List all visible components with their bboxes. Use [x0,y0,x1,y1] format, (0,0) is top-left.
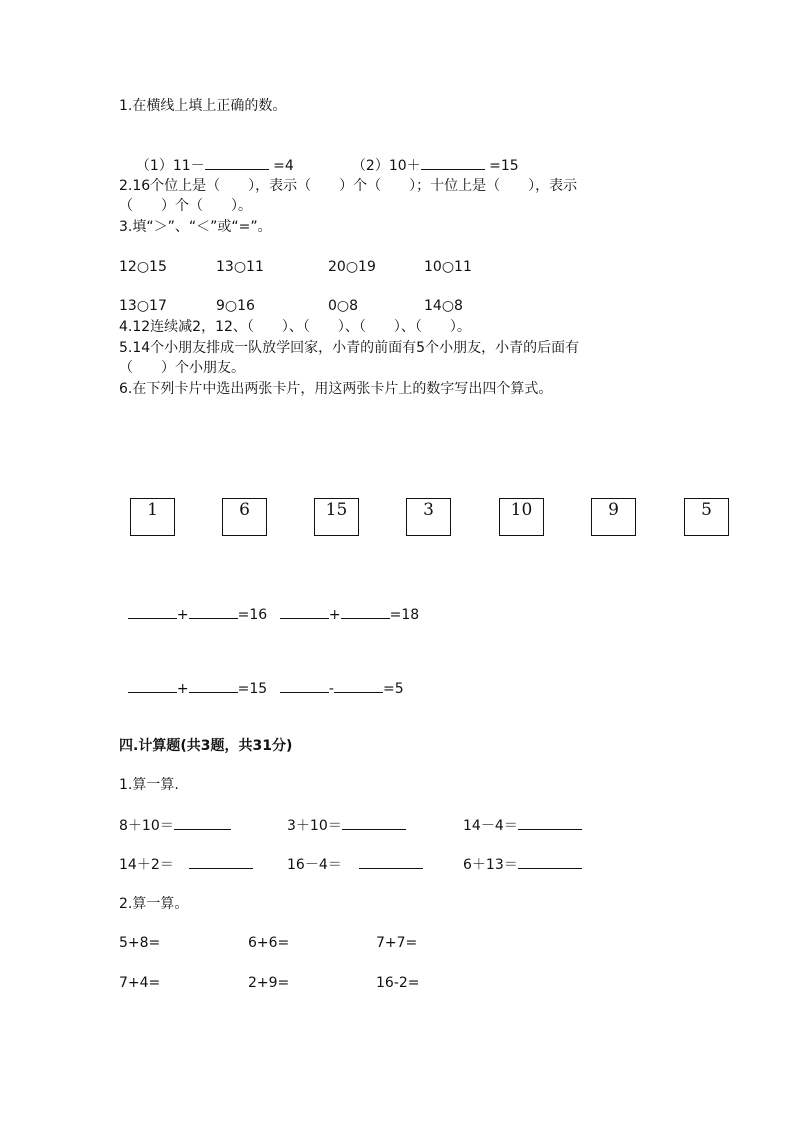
c2-title: 2.算一算。 [119,896,189,912]
q2-line2: （ ）个（ ）。 [119,198,252,214]
c1-expression: 14＋2＝ [119,857,174,873]
q6-equation-1 [119,587,267,624]
c1-item [287,855,423,874]
q6-equation-4 [271,661,404,698]
c2-item: 6+6= [248,935,290,951]
equation-operator: + [176,681,189,697]
c1-title: 1.算一算. [119,777,179,793]
answer-blank[interactable] [174,816,231,830]
q1-b-suffix: =15 [484,158,519,174]
q3-row1-item: 12○15 [119,259,167,275]
equation-blank[interactable] [128,679,177,693]
q1-a-blank[interactable] [205,156,269,170]
equation-operator: - [328,681,334,697]
q1-b-blank[interactable] [421,156,485,170]
equation-blank[interactable] [341,605,390,619]
number-card: 3 [406,498,451,536]
answer-blank[interactable] [189,855,253,869]
number-card: 9 [591,498,636,536]
answer-blank[interactable] [518,816,582,830]
q3-row2-item: 14○8 [424,298,463,314]
equation-result: =15 [237,681,268,697]
equation-operator: + [328,607,341,623]
q3-row1-item: 13○11 [216,259,264,275]
answer-blank[interactable] [342,816,406,830]
q3-title: 3.填“＞”、“＜”或“=”。 [119,219,272,235]
q4-text: 4.12连续减2，12、（ ）、（ ）、（ ）、（ ）。 [119,319,471,335]
answer-blank[interactable] [359,855,423,869]
answer-blank[interactable] [518,855,582,869]
number-card: 6 [222,498,267,536]
q3-row2-item: 0○8 [328,298,359,314]
q6-equation-2 [271,587,419,624]
q1-item-a [127,138,294,175]
equation-blank[interactable] [189,605,238,619]
q1-title: 1.在横线上填上正确的数。 [119,98,287,114]
q6-equation-3 [119,661,267,698]
c1-expression: 8＋10＝ [119,818,174,834]
q1-a-suffix: =4 [268,158,294,174]
q5-line2: （ ）个小朋友。 [119,360,245,376]
q1-b-prefix: （2）10＋ [351,158,421,174]
number-card: 1 [130,498,175,536]
c1-item [119,855,253,874]
q6-title: 6.在下列卡片中选出两张卡片，用这两张卡片上的数字写出四个算式。 [119,381,553,397]
c1-item [287,816,406,835]
c1-item [463,816,582,835]
equation-blank[interactable] [189,679,238,693]
equation-blank[interactable] [334,679,383,693]
c2-item: 7+7= [376,935,418,951]
c1-item [463,855,582,874]
equation-blank[interactable] [128,605,177,619]
c2-item: 5+8= [119,935,161,951]
equation-result: =18 [389,607,420,623]
c1-expression: 6＋13＝ [463,857,518,873]
q1-item-b [343,138,519,175]
q2-line1: 2.16个位上是（ ），表示（ ）个（ ）；十位上是（ ），表示 [119,178,578,194]
q3-row2-item: 9○16 [216,298,255,314]
c1-expression: 16－4＝ [287,857,342,873]
equation-operator: + [176,607,189,623]
number-card: 15 [314,498,359,536]
c2-item: 7+4= [119,975,161,991]
c1-expression: 3＋10＝ [287,818,342,834]
q5-line1: 5.14个小朋友排成一队放学回家，小青的前面有5个小朋友，小青的后面有 [119,340,580,356]
q1-a-prefix: （1）11－ [135,158,205,174]
c1-expression: 14－4＝ [463,818,518,834]
q3-row1-item: 20○19 [328,259,376,275]
c1-item [119,816,231,835]
equation-blank[interactable] [280,605,329,619]
c2-item: 16-2= [376,975,420,991]
q3-row2-item: 13○17 [119,298,167,314]
q3-row1-item: 10○11 [424,259,472,275]
section-title: 四.计算题(共3题，共31分) [119,738,293,754]
equation-result: =5 [382,681,404,697]
equation-blank[interactable] [280,679,329,693]
equation-result: =16 [237,607,268,623]
number-card: 10 [499,498,544,536]
number-card: 5 [684,498,729,536]
c2-item: 2+9= [248,975,290,991]
